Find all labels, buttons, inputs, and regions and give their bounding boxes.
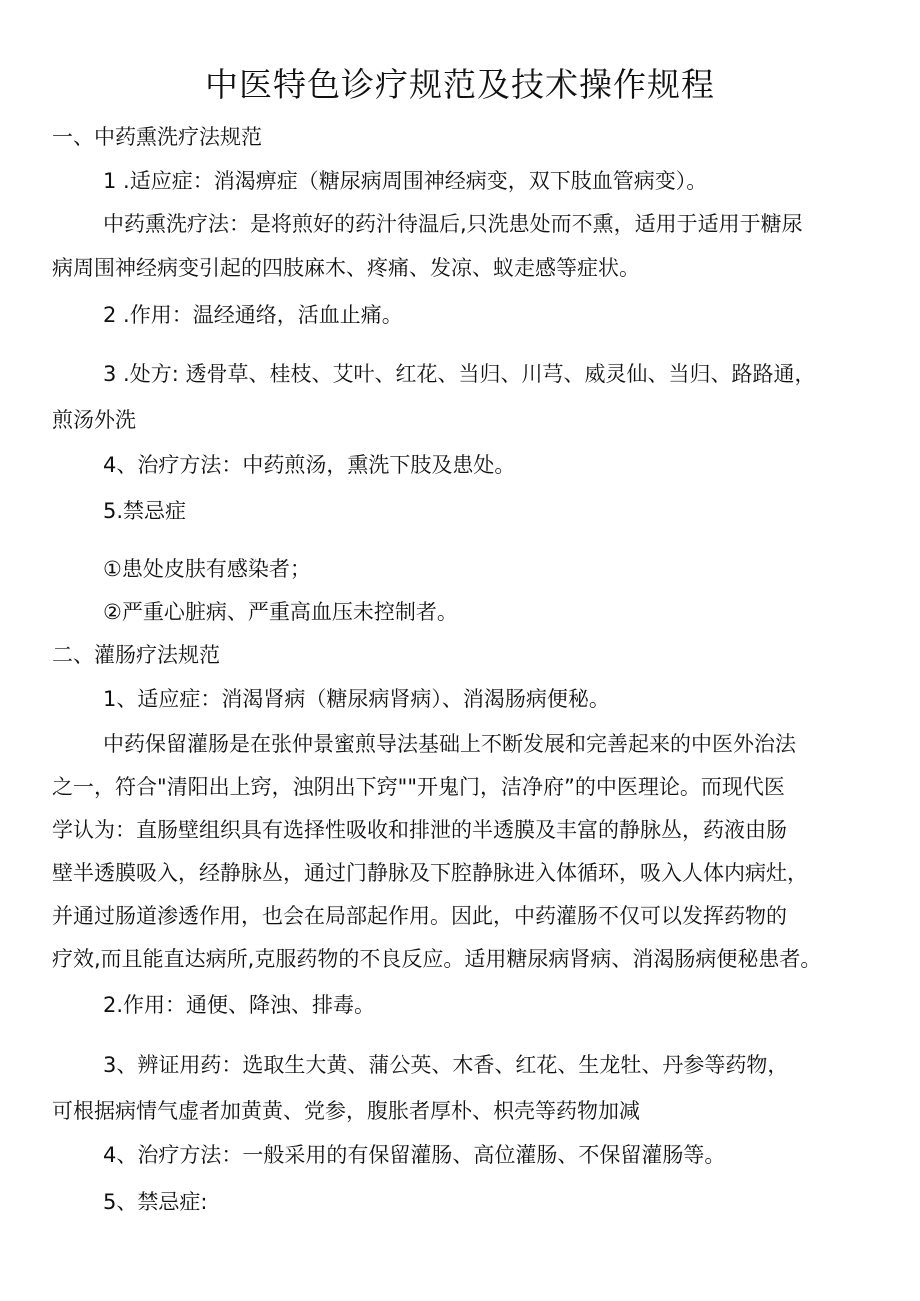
paragraph-line: 2.作用：通便、降浊、排毒。: [103, 993, 376, 1017]
section-heading: 二、灌肠疗法规范: [52, 643, 220, 667]
page-title: 中医特色诊疗规范及技术操作规程: [205, 65, 715, 104]
paragraph-line: 可根据病情气虚者加黄黄、党参，腹胀者厚朴、枳壳等药物加减: [52, 1099, 640, 1123]
paragraph-line: 1 .适应症：消渴痹症（糖尿病周围神经病变，双下肢血管病变）。: [103, 169, 708, 193]
paragraph-line: 4、治疗方法：一般采用的有保留灌肠、高位灌肠、不保留灌肠等。: [103, 1143, 726, 1167]
list-item: ①患处皮肤有感染者；: [103, 557, 311, 581]
paragraph-line: 3 .处方: 透骨草、桂枝、艾叶、红花、当归、川芎、威灵仙、当归、路路通，: [103, 362, 816, 386]
paragraph-line: 5、禁忌症:: [103, 1190, 208, 1214]
paragraph-line: 学认为：直肠壁组织具有选择性吸收和排泄的半透膜及丰富的静脉丛，药液由肠: [52, 818, 787, 842]
paragraph-line: 病周围神经病变引起的四肢麻木、疼痛、发凉、蚁走感等症状。: [52, 256, 640, 280]
paragraph-line: 之一，符合"清阳出上窍，浊阴出下窍""开鬼门，洁净府”的中医理论。而现代医: [52, 775, 785, 799]
paragraph-line: 中药保留灌肠是在张仲景蜜煎导法基础上不断发展和完善起来的中医外治法: [103, 732, 796, 756]
list-item: ②严重心脏病、严重高血压未控制者。: [103, 600, 458, 624]
paragraph-line: 煎汤外洗: [52, 408, 136, 432]
paragraph-line: 疗效,而且能直达病所,克服药物的不良反应。适用糖尿病肾病、消渴肠病便秘患者。: [52, 947, 822, 971]
paragraph-line: 壁半透膜吸入，经静脉丛，通过门静脉及下腔静脉进入体循环，吸入人体内病灶，: [52, 861, 808, 885]
paragraph-line: 5.禁忌症: [103, 499, 187, 523]
paragraph-line: 中药熏洗疗法：是将煎好的药汁待温后,只洗患处而不熏，适用于适用于糖尿: [103, 212, 803, 236]
paragraph-line: 3、辨证用药：选取生大黄、蒲公英、木香、红花、生龙牡、丹参等药物，: [103, 1053, 789, 1077]
paragraph-line: 1、适应症：消渴肾病（糖尿病肾病）、消渴肠病便秘。: [103, 687, 610, 711]
paragraph-line: 2 .作用：温经通络，活血止痛。: [103, 303, 403, 327]
paragraph-line: 4、治疗方法：中药煎汤，熏洗下肢及患处。: [103, 453, 516, 477]
section-heading: 一、中药熏洗疗法规范: [52, 125, 262, 149]
paragraph-line: 并通过肠道渗透作用，也会在局部起作用。因此，中药灌肠不仅可以发挥药物的: [52, 904, 787, 928]
